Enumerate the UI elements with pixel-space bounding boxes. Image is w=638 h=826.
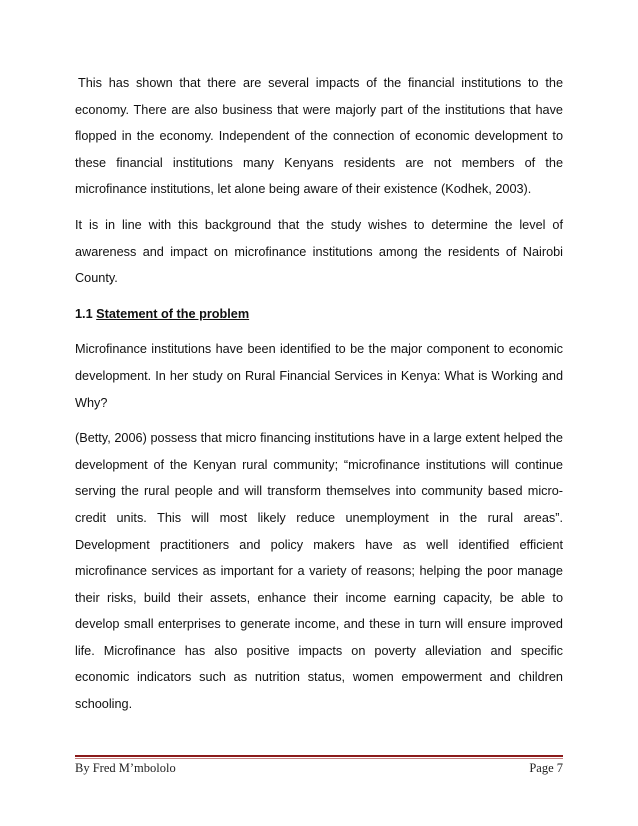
paragraph-4: (Betty, 2006) possess that micro financing institutions have in a large extent helped the development of the Kenyan rural community; “microfinance institutions will continue serving the rural people and will transform themselves into community based micro-credit units. This will most likely reduce unemployment in the rural areas”. Development practitioners and policy makers have as well identified efficient microfinance services as important for a variety of reasons; helping the poor manage their risks, build their assets, enhance their income earning capacity, be able to develop small enterprises to generate income, and these in turn will ensure improved life. Microfinance has also positive impacts on poverty alleviation and specific economic indicators such as nutrition status, women empowerment and children schooling. [75, 431, 563, 712]
footer-author: By Fred M’mbololo [75, 761, 176, 775]
section-title: Statement of the problem [96, 306, 250, 321]
page-footer [75, 761, 563, 776]
section-heading [75, 301, 563, 328]
footer-page-number: Page 7 [529, 761, 563, 775]
paragraph-3: Microfinance institutions have been identified to be the major component to economic development. In her study on Rural Financial Services in Kenya: What is Working and Why? [75, 342, 563, 410]
document-body [75, 70, 563, 718]
section-number: 1.1 [75, 306, 93, 321]
paragraph-1: This has shown that there are several impacts of the financial institutions to the economy. There are also business that were majorly part of the institutions that have flopped in the economy. Independent of the connection of economic development to these financial institutions many Kenyans residents are not members of the microfinance institutions, let alone being aware of their existence (Kodhek, 2003). [75, 76, 563, 197]
footer-divider [75, 755, 563, 757]
paragraph-2: It is in line with this background that the study wishes to determine the level of awareness and impact on microfinance institutions among the residents of Nairobi County. [75, 217, 563, 286]
